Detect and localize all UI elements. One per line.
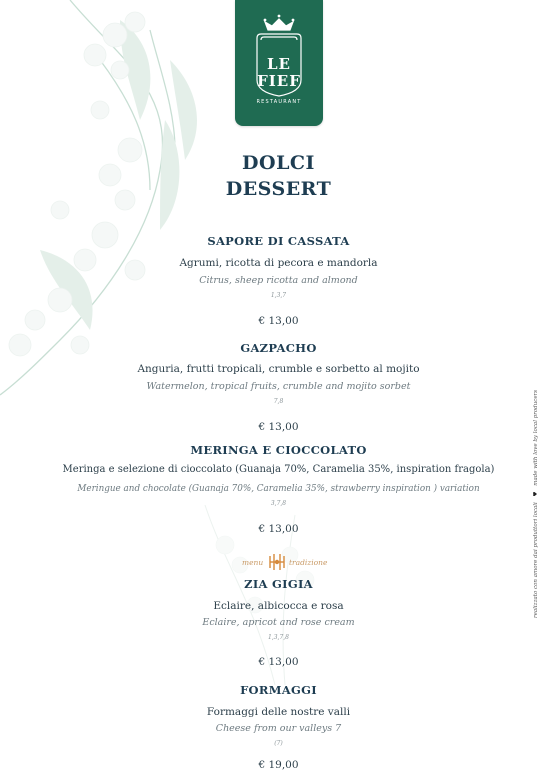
logo-line-1: LE [267, 55, 291, 73]
dish-price: € 19,00 [258, 759, 299, 771]
restaurant-logo [235, 0, 323, 126]
side-note [528, 389, 548, 620]
dish-price: € 13,00 [258, 656, 299, 668]
dish-allergens: 1,3,7,8 [268, 634, 289, 641]
dish-allergens: 1,3,7 [270, 292, 287, 299]
dish-description-italian: Agrumi, ricotta di pecora e mandorla [179, 257, 378, 269]
dish-name: FORMAGGI [240, 683, 317, 697]
dish-description-italian: Eclaire, albicocca e rosa [213, 600, 344, 612]
page-title-line-1: DOLCI [242, 152, 315, 174]
dish-name: SAPORE DI CASSATA [207, 234, 350, 248]
dish-price: € 13,00 [258, 315, 299, 327]
dish-name: GAZPACHO [240, 341, 317, 355]
dish-name: ZIA GIGIA [244, 577, 313, 591]
tradizione-emblem-icon [267, 552, 287, 572]
badge-text-left: menu [242, 558, 264, 567]
dish-allergens: 3,7,8 [270, 500, 287, 507]
side-note-english: made with love by local producers [533, 389, 539, 486]
dish-description-english: Cheese from our valleys 7 [215, 723, 342, 734]
dish-description-italian: Anguria, frutti tropicali, crumble e sorbetto al mojito [137, 363, 420, 375]
floral-decoration-icon [0, 0, 240, 420]
dish-description-english: Citrus, sheep ricotta and almond [199, 275, 358, 286]
dish-description-italian: Formaggi delle nostre valli [206, 706, 351, 718]
dish-price: € 13,00 [258, 523, 299, 535]
dish-description-english: Eclaire, apricot and rose cream [202, 617, 355, 628]
menu-tradizione-badge [230, 551, 340, 573]
side-note-italian: realizzato con amore dai produttori locali [533, 502, 539, 618]
logo-subtitle: RESTAURANT [256, 99, 302, 105]
dish-allergens: 7,8 [273, 398, 284, 405]
side-note-text [533, 390, 539, 618]
dish-description-italian: Meringa e selezione di cioccolato (Guanaja 70%, Caramelia 35%, inspiration fragola) [62, 464, 495, 475]
page-title-line-2: DESSERT [225, 178, 332, 200]
badge-text-right: tradizione [289, 558, 328, 567]
dish-name: MERINGA E CIOCCOLATO [190, 443, 367, 457]
dish-description-english: Meringue and chocolate (Guanaja 70%, Caramelia 35%, strawberry inspiration ) variation [77, 484, 480, 494]
logo-line-2: FIEF [257, 72, 301, 90]
dish-allergens: (7) [274, 740, 283, 747]
dish-price: € 13,00 [258, 421, 299, 433]
heart-icon: ♥ [533, 491, 539, 497]
dish-description-english: Watermelon, tropical fruits, crumble and mojito sorbet [146, 381, 411, 392]
